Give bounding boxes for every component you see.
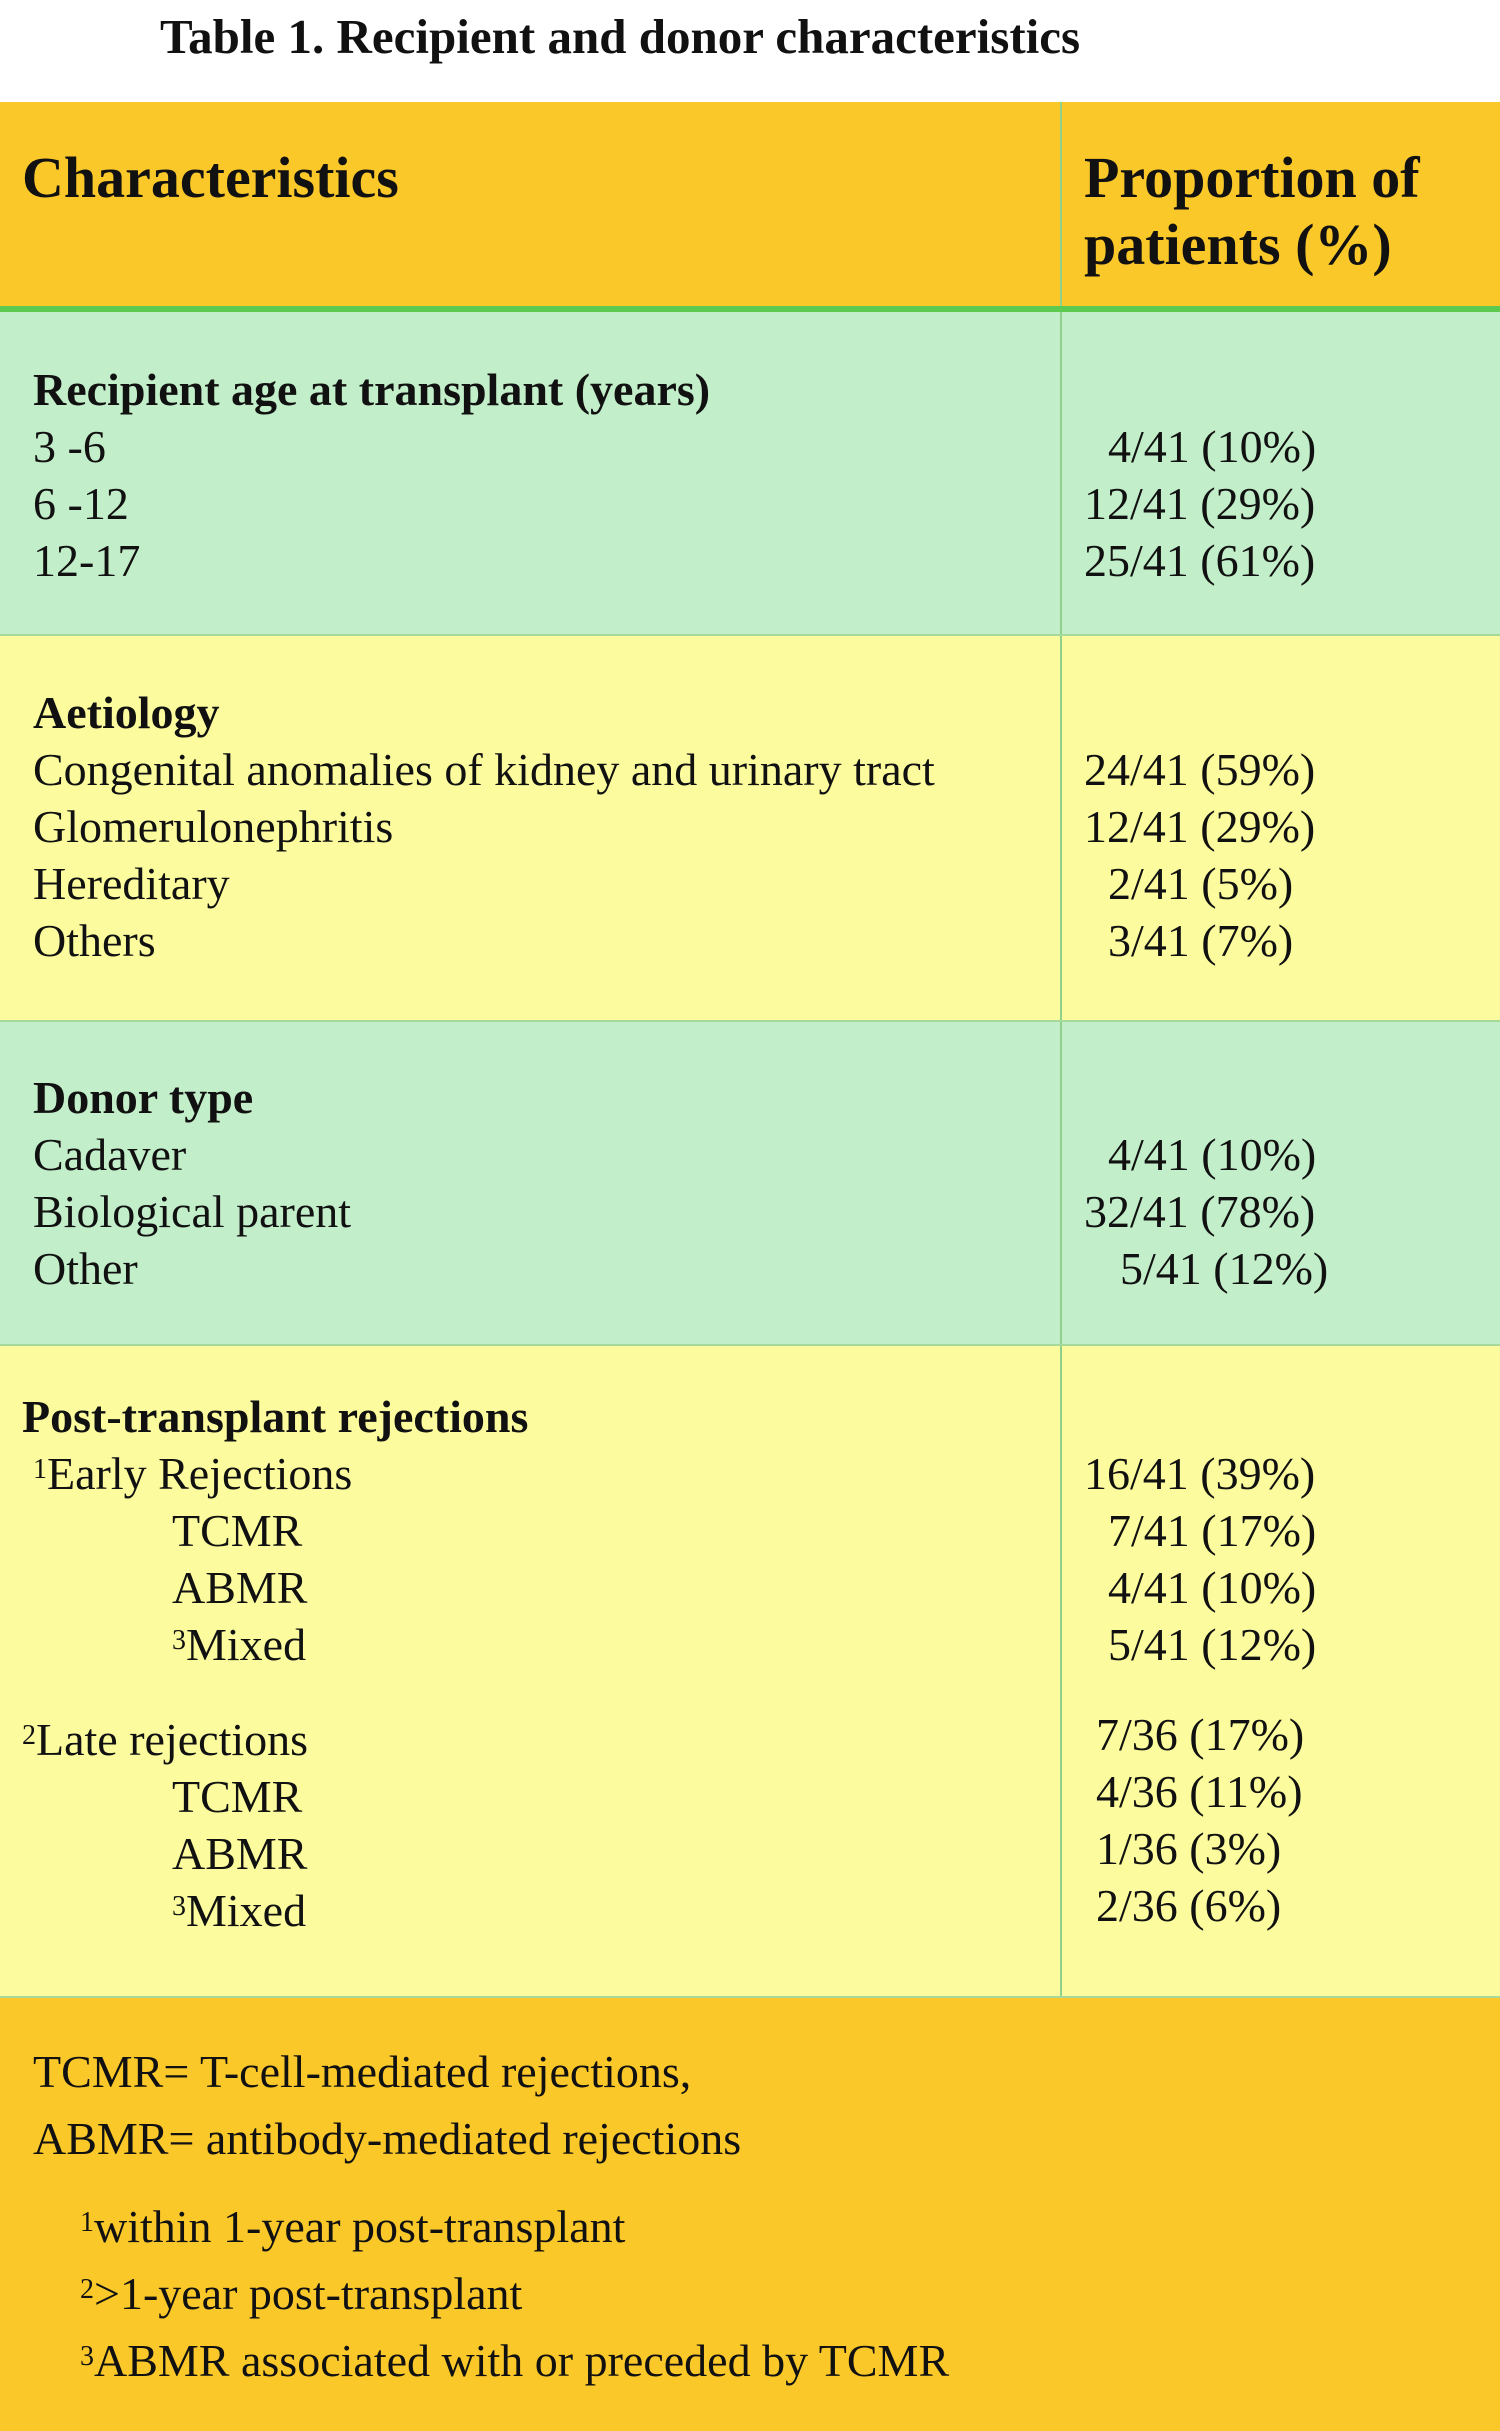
row-value: 5/41 (12%) bbox=[1108, 1619, 1317, 1670]
row-label: Hereditary bbox=[33, 858, 230, 909]
section-heading: Donor type bbox=[33, 1072, 254, 1123]
table-title: Table 1. Recipient and donor characteristics bbox=[160, 9, 1081, 64]
column-divider bbox=[1060, 102, 1062, 306]
column-divider bbox=[1060, 1346, 1062, 1996]
row-label: 3 -6 bbox=[33, 421, 106, 472]
row-value: 25/41 (61%) bbox=[1084, 535, 1316, 586]
column-divider bbox=[1060, 1022, 1062, 1344]
characteristics-header: Characteristics bbox=[22, 145, 399, 210]
footnote-marker: 2 bbox=[80, 2274, 94, 2305]
row-value: 7/36 (17%) bbox=[1096, 1709, 1305, 1760]
abbreviation-tcmr: TCMR= T-cell-mediated rejections, bbox=[33, 2046, 692, 2097]
section-heading: Post-transplant rejections bbox=[22, 1391, 529, 1442]
row-value: 1/36 (3%) bbox=[1096, 1823, 1282, 1874]
row-value: 4/41 (10%) bbox=[1108, 1129, 1317, 1180]
section-recipient-age bbox=[0, 312, 1500, 634]
characteristics-table bbox=[0, 102, 1500, 2431]
row-value: 4/41 (10%) bbox=[1108, 1562, 1317, 1613]
footnote-1: $^1$within 1-year post-transplant bbox=[80, 2201, 626, 2252]
section-heading: Aetiology bbox=[33, 687, 220, 738]
column-divider bbox=[1060, 312, 1062, 634]
footnote-marker: 1 bbox=[80, 2207, 94, 2238]
row-label: 12-17 bbox=[33, 535, 141, 586]
footnote-3: $^3$ABMR associated with or preceded by TCMR bbox=[80, 2335, 950, 2386]
row-value: 2/41 (5%) bbox=[1108, 858, 1294, 909]
row-value: 12/41 (29%) bbox=[1084, 801, 1316, 852]
row-label: Others bbox=[33, 915, 156, 966]
section-donor-type bbox=[0, 1020, 1500, 1344]
row-value: 24/41 (59%) bbox=[1084, 744, 1316, 795]
section-aetiology bbox=[0, 634, 1500, 1020]
row-label: Biological parent bbox=[33, 1186, 352, 1237]
table-header bbox=[0, 102, 1500, 312]
footnote-marker: 3 bbox=[80, 2341, 94, 2372]
row-label: $^3$Mixed bbox=[172, 1885, 307, 1936]
section-heading: Recipient age at transplant (years) bbox=[33, 364, 711, 415]
row-value: 7/41 (17%) bbox=[1108, 1505, 1317, 1556]
row-label: $^3$Mixed bbox=[172, 1619, 307, 1670]
row-value: 4/36 (11%) bbox=[1096, 1766, 1303, 1817]
proportion-header-line1: Proportion of bbox=[1084, 145, 1420, 210]
row-label: ABMR bbox=[172, 1562, 308, 1613]
row-value: 4/41 (10%) bbox=[1108, 421, 1317, 472]
footnote-marker: 3 bbox=[172, 1625, 186, 1656]
row-value: 5/41 (12%) bbox=[1120, 1243, 1329, 1294]
footnote-marker: 2 bbox=[22, 1720, 36, 1751]
row-label: TCMR bbox=[172, 1505, 303, 1556]
column-divider bbox=[1060, 636, 1062, 1020]
row-value: 3/41 (7%) bbox=[1108, 915, 1294, 966]
table-footnotes bbox=[0, 1996, 1500, 2431]
proportion-header bbox=[1084, 144, 1420, 278]
row-label: 6 -12 bbox=[33, 478, 129, 529]
row-label: ABMR bbox=[172, 1828, 308, 1879]
row-label: Other bbox=[33, 1243, 138, 1294]
early-rejections-label: $^1$Early Rejections bbox=[33, 1448, 353, 1499]
late-rejections-label: $^2$Late rejections bbox=[22, 1714, 309, 1765]
footnote-marker: 1 bbox=[33, 1454, 47, 1485]
section-rejections bbox=[0, 1344, 1500, 1996]
row-label: TCMR bbox=[172, 1771, 303, 1822]
footnote-marker: 3 bbox=[172, 1891, 186, 1922]
row-value: 12/41 (29%) bbox=[1084, 478, 1316, 529]
footnote-2: $^2$>1-year post-transplant bbox=[80, 2268, 523, 2319]
row-label: Glomerulonephritis bbox=[33, 801, 394, 852]
row-value: 16/41 (39%) bbox=[1084, 1448, 1316, 1499]
row-label: Cadaver bbox=[33, 1129, 187, 1180]
row-value: 2/36 (6%) bbox=[1096, 1880, 1282, 1931]
row-value: 32/41 (78%) bbox=[1084, 1186, 1316, 1237]
abbreviation-abmr: ABMR= antibody-mediated rejections bbox=[33, 2113, 742, 2164]
row-label: Congenital anomalies of kidney and urinary tract bbox=[33, 744, 935, 795]
proportion-header-line2: patients (%) bbox=[1084, 212, 1392, 277]
